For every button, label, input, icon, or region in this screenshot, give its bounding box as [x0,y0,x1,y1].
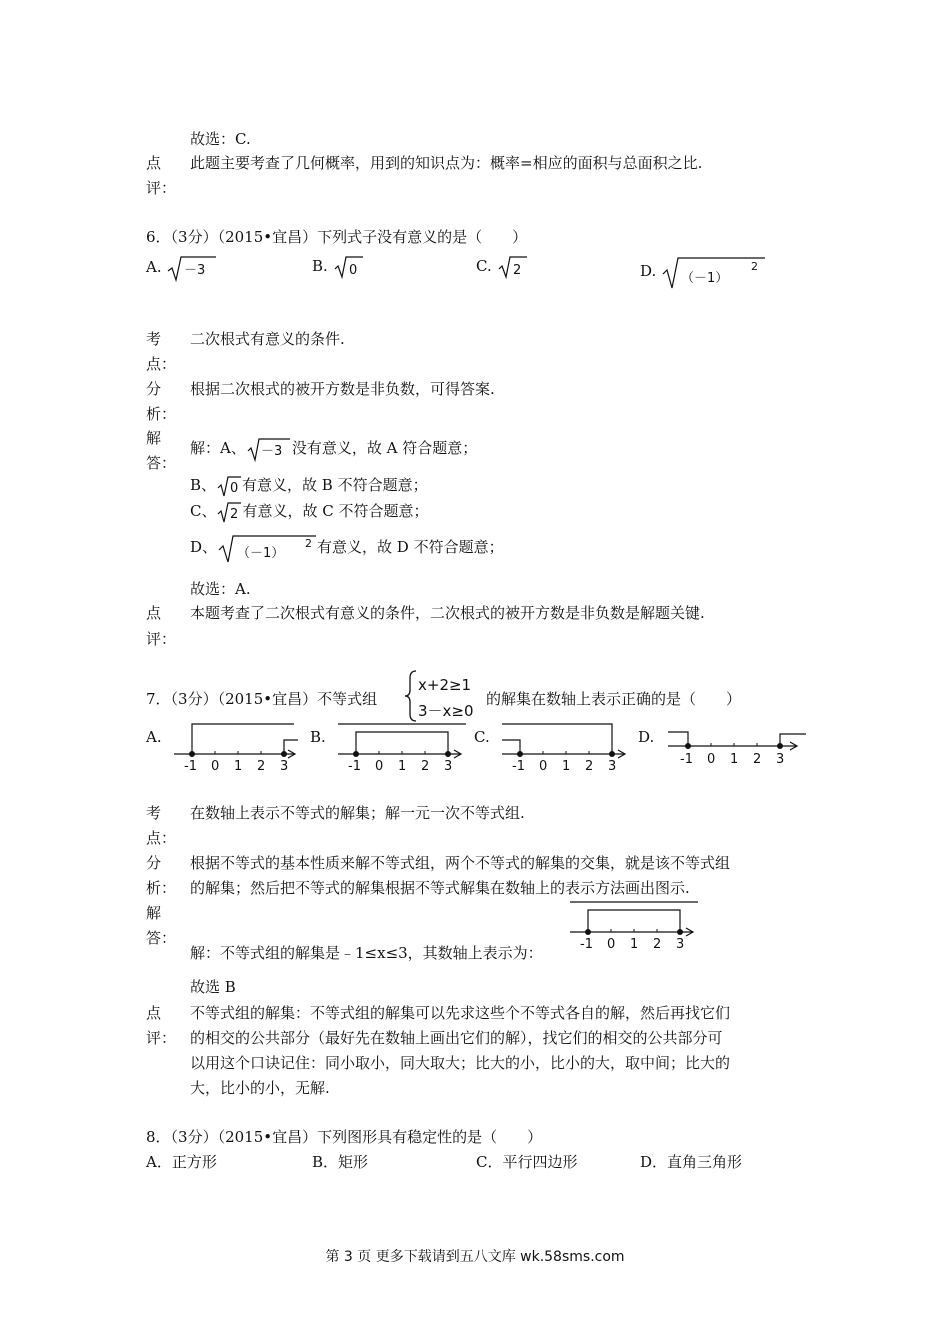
q6-solution-c-radical [216,500,242,524]
q6-solution-a: 解：A、 －3 没有意义，故 A 符合题意； [190,436,477,462]
q7-fenxi-label-1: 分 [146,854,162,872]
q7-comment-line-4: 大，比小的小，无解. [190,1079,330,1097]
q7-b-tick-n1: -1 [348,759,361,774]
q6-comment-label-1: 点 [146,604,162,622]
q7-b-tick-2: 2 [421,759,430,774]
q7-stem-suffix: 的解集在数轴上表示正确的是（ ） [486,690,742,708]
q7-d-tick-0: 0 [707,752,716,767]
q6-stem: 6．（3分）（2015•宜昌）下列式子没有意义的是（ ） [146,228,528,246]
q6-option-a-radical [166,254,218,282]
q6-option-d-radical [661,254,767,290]
q7-solution-numberline [568,896,704,952]
q6-option-a[interactable]: A. －3 [146,254,218,282]
q6-comment-label-2: 评： [146,630,177,648]
q7-option-a-letter[interactable]: A. [146,728,162,746]
q6-solution-b: B、 0 有意义，故 B 不符合题意； [190,476,428,496]
q7-sol-tick-0: 0 [607,937,616,952]
q7-stem-prefix: 7．（3分）（2015•宜昌）不等式组 [146,690,378,708]
q7-a-tick-1: 1 [234,759,243,774]
q5-comment-label-2: 评： [146,179,177,197]
q7-comment-line-1: 不等式组的解集：不等式组的解集可以先求这些个不等式各自的解，然后再找它们 [190,1004,731,1022]
q5-comment: 此题主要考查了几何概率，用到的知识点为：概率=相应的面积与总面积之比. [190,154,703,172]
q6-fenxi-label-2: 析： [146,405,177,423]
q7-b-tick-0: 0 [375,759,384,774]
q7-comment-line-2: 的相交的公共部分（最好先在数轴上画出它们的解），找它们的相交的公共部分可 [190,1029,723,1047]
q7-sol-tick-n1: -1 [580,937,593,952]
q7-d-tick-n1: -1 [680,752,693,767]
q6-jieda-label-2: 答： [146,454,177,472]
q6-kaodian-label-1: 考 [146,330,162,348]
q8-option-d[interactable]: D．直角三角形 [640,1153,743,1171]
q6-solution-d-radical [217,532,317,564]
q6-solution-b-radicand: 0 [230,481,239,496]
q7-option-d-numberline[interactable] [666,716,808,774]
q7-c-tick-n1: -1 [512,759,525,774]
q6-option-c-radicand: 2 [512,263,521,278]
q6-option-d-radicand: （－1） [681,271,729,286]
q6-option-a-radicand: －3 [184,263,206,278]
q6-solution-b-radical [216,474,242,498]
q7-c-tick-0: 0 [539,759,548,774]
q7-a-tick-n1: -1 [184,759,197,774]
q5-comment-label-1: 点 [146,154,162,172]
q7-fenxi-line-2: 的解集；然后把不等式的解集根据不等式解集在数轴上的表示方法画出图示. [190,879,690,897]
q7-b-tick-3: 3 [444,759,453,774]
q7-option-b-letter[interactable]: B. [310,728,326,746]
q6-solution-c: C、 2 有意义，故 C 不符合题意； [190,502,429,522]
q6-option-b-radical [333,254,365,280]
q7-kaodian-label-1: 考 [146,804,162,822]
q6-option-b[interactable]: B. 0 [312,254,365,280]
q7-a-tick-3: 3 [280,759,289,774]
q7-c-tick-2: 2 [585,759,594,774]
q7-c-tick-3: 3 [608,759,617,774]
q7-sol-tick-3: 3 [676,937,685,952]
q7-c-tick-1: 1 [562,759,571,774]
q6-fenxi: 根据二次根式的被开方数是非负数，可得答案. [190,380,495,398]
q7-comment-label-2: 评： [146,1029,177,1047]
q7-kaodian-label-2: 点： [146,829,177,847]
q7-option-d-letter[interactable]: D. [638,728,655,746]
q6-option-d[interactable]: D. （－1） 2 [640,254,767,290]
q7-comment-label-1: 点 [146,1004,162,1022]
q7-kaodian: 在数轴上表示不等式的解集；解一元一次不等式组. [190,804,525,822]
q7-jieda-label-2: 答： [146,929,177,947]
q7-d-tick-2: 2 [753,752,762,767]
q7-solution: 解：不等式组的解集是﹣1≤x≤3，其数轴上表示为： [190,944,543,962]
q7-a-tick-2: 2 [257,759,266,774]
q6-kaodian-label-2: 点： [146,355,177,373]
q6-kaodian: 二次根式有意义的条件. [190,330,345,348]
q7-jieda-label-1: 解 [146,904,162,922]
q7-system-line-2: 3－x≥0 [418,702,474,720]
q6-option-c-radical [497,254,529,280]
q7-answer: 故选 B [190,978,236,996]
q7-option-c-numberline[interactable] [500,716,634,774]
q6-fenxi-label-1: 分 [146,380,162,398]
q7-comment-line-3: 以用这个口诀记住：同小取小，同大取大；比大的小，比小的大，取中间；比大的 [190,1054,731,1072]
q7-system-line-1: x+2≥1 [418,676,472,694]
q7-d-tick-3: 3 [776,752,785,767]
q6-solution-a-radicand: －3 [260,444,283,459]
q7-b-tick-1: 1 [398,759,407,774]
q6-option-b-radicand: 0 [348,263,357,278]
q7-sol-tick-2: 2 [653,937,662,952]
q7-option-c-letter[interactable]: C. [474,728,490,746]
q7-sol-tick-1: 1 [630,937,639,952]
q8-option-c[interactable]: C．平行四边形 [476,1153,578,1171]
q6-comment: 本题考查了二次根式有意义的条件，二次根式的被开方数是非负数是解题关键. [190,604,705,622]
q6-option-d-exponent: 2 [751,260,759,273]
q8-option-a[interactable]: A．正方形 [146,1153,217,1171]
q6-answer: 故选：A. [190,580,251,598]
q7-option-a-numberline[interactable] [172,716,302,774]
q8-option-b[interactable]: B．矩形 [312,1153,369,1171]
q6-solution-d-radicand: （－1） [237,546,285,561]
q7-fenxi-label-2: 析： [146,879,177,897]
q6-solution-d-exponent: 2 [305,537,313,550]
q7-a-tick-0: 0 [211,759,220,774]
q7-option-b-numberline[interactable] [336,716,472,774]
q7-fenxi-line-1: 根据不等式的基本性质来解不等式组，两个不等式的解集的交集，就是该不等式组 [190,854,731,872]
q6-solution-d: D、 （－1） 2 有意义，故 D 不符合题意； [190,532,504,564]
page-footer: 第 3 页 更多下载请到五八文库 wk.58sms.com [325,1249,625,1265]
q7-d-tick-1: 1 [730,752,739,767]
q6-solution-c-radicand: 2 [230,507,239,522]
q6-solution-a-radical [246,436,292,462]
q6-jieda-label-1: 解 [146,429,162,447]
q6-option-c[interactable]: C. 2 [476,254,529,280]
q8-stem: 8．（3分）（2015•宜昌）下列图形具有稳定性的是（ ） [146,1128,543,1146]
q5-answer: 故选：C. [190,130,251,148]
